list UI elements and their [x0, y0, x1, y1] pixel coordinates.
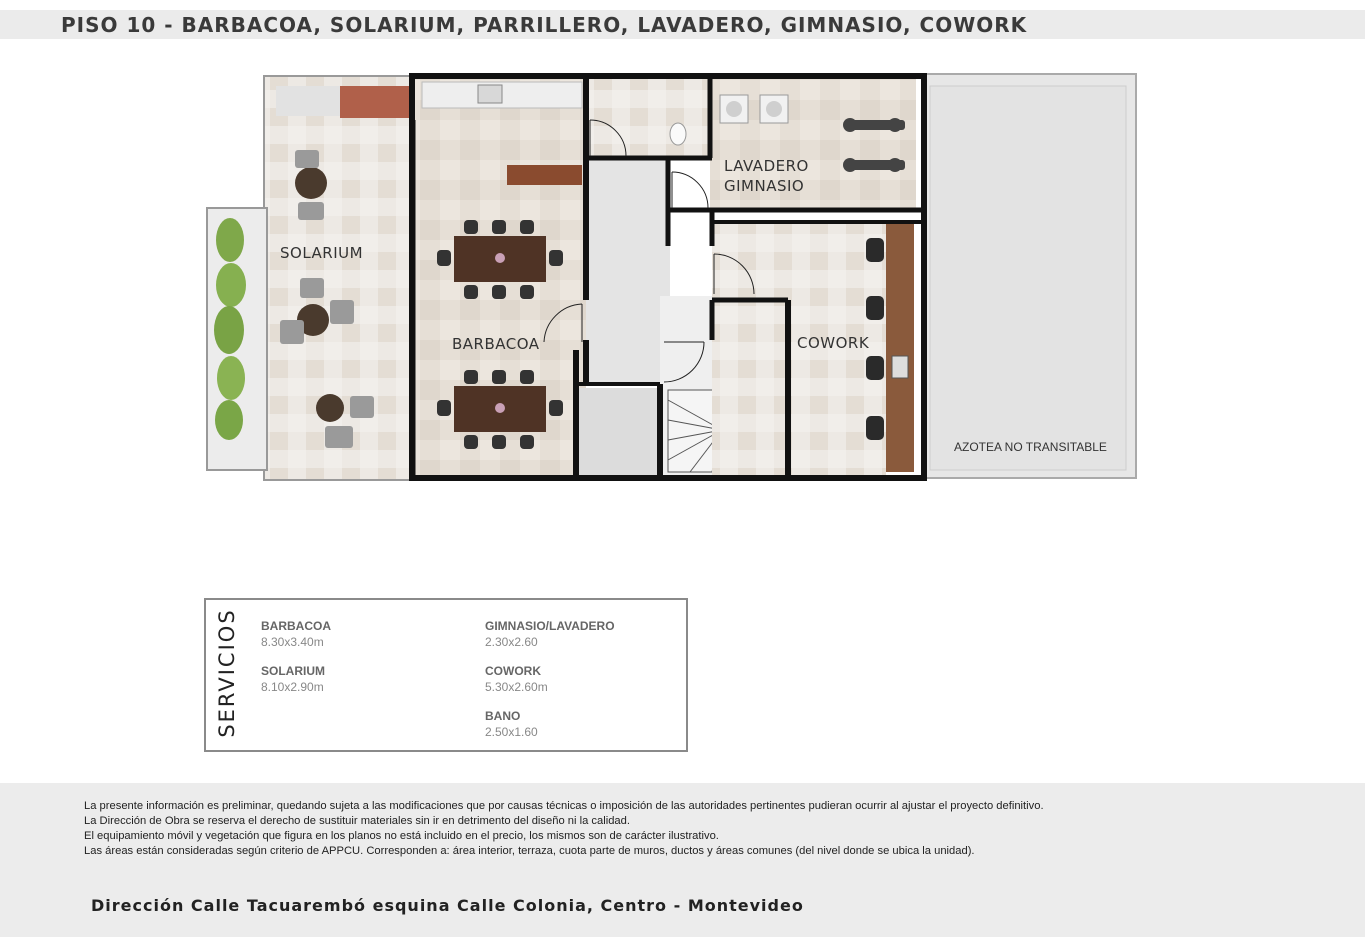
- service-item-barbacoa: [261, 619, 331, 649]
- service-item-cowork: [485, 664, 548, 694]
- cowork-desk: [886, 222, 914, 472]
- grill: [507, 165, 582, 185]
- service-item-bano: [485, 709, 538, 739]
- solarium-bench: [276, 86, 340, 116]
- service-dimensions: 2.50x1.60: [485, 725, 538, 739]
- service-dimensions: 8.10x2.90m: [261, 680, 324, 694]
- service-dimensions: 5.30x2.60m: [485, 680, 548, 694]
- page-title: PISO 10 - BARBACOA, SOLARIUM, PARRILLERO, LAVADERO, GIMNASIO, COWORK: [61, 13, 1028, 37]
- toilet: [670, 123, 686, 145]
- disclaimer: [84, 799, 1044, 859]
- sink: [478, 85, 502, 103]
- room-label-lavadero: LAVADERO: [724, 157, 809, 175]
- room-label-solarium: SOLARIUM: [280, 244, 364, 262]
- service-name: GIMNASIO/LAVADERO: [485, 619, 615, 633]
- service-dimensions: 8.30x3.40m: [261, 635, 324, 649]
- solarium-floor: [264, 76, 414, 480]
- room-label-azotea: AZOTEA NO TRANSITABLE: [954, 440, 1107, 454]
- computer-monitor: [892, 356, 908, 378]
- service-item-gimnasio-lavadero: [485, 619, 615, 649]
- elevator: [578, 388, 658, 476]
- service-name: BANO: [485, 709, 521, 723]
- address: Dirección Calle Tacuarembó esquina Calle Colonia, Centro - Montevideo: [91, 896, 804, 915]
- corridor: [586, 160, 670, 386]
- bathroom: [588, 78, 710, 158]
- service-dimensions: 2.30x2.60: [485, 635, 538, 649]
- room-label-gimnasio: GIMNASIO: [724, 177, 805, 195]
- disclaimer-paragraph: El equipamiento móvil y vegetación que figura en los planos no está incluido en el precio, los mismos son de carácter ilustrativo.: [84, 830, 719, 842]
- service-name: COWORK: [485, 664, 541, 678]
- disclaimer-paragraph: Las áreas están consideradas según criterio de APPCU. Corresponden a: área interior, terraza, cuota parte de muros, ductos y áreas comunes (del nivel donde se ubica la unidad).: [84, 845, 975, 857]
- services-title: SERVICIOS: [215, 608, 239, 738]
- room-label-barbacoa: BARBACOA: [452, 335, 540, 353]
- solarium-deck: [340, 86, 410, 118]
- service-item-solarium: [261, 664, 325, 694]
- disclaimer-paragraph: La presente información es preliminar, quedando sujeta a las modificaciones que por causas técnicas o imposición de las autoridades pertinentes pudieran ocurrir al ajustar el proyecto definitivo. La Dirección de Obra se reserva el derecho de sustituir materiales sin ir en detrimento del diseño ni la calidad.: [84, 800, 1044, 827]
- service-name: BARBACOA: [261, 619, 331, 633]
- room-label-cowork: COWORK: [797, 334, 870, 352]
- service-name: SOLARIUM: [261, 664, 325, 678]
